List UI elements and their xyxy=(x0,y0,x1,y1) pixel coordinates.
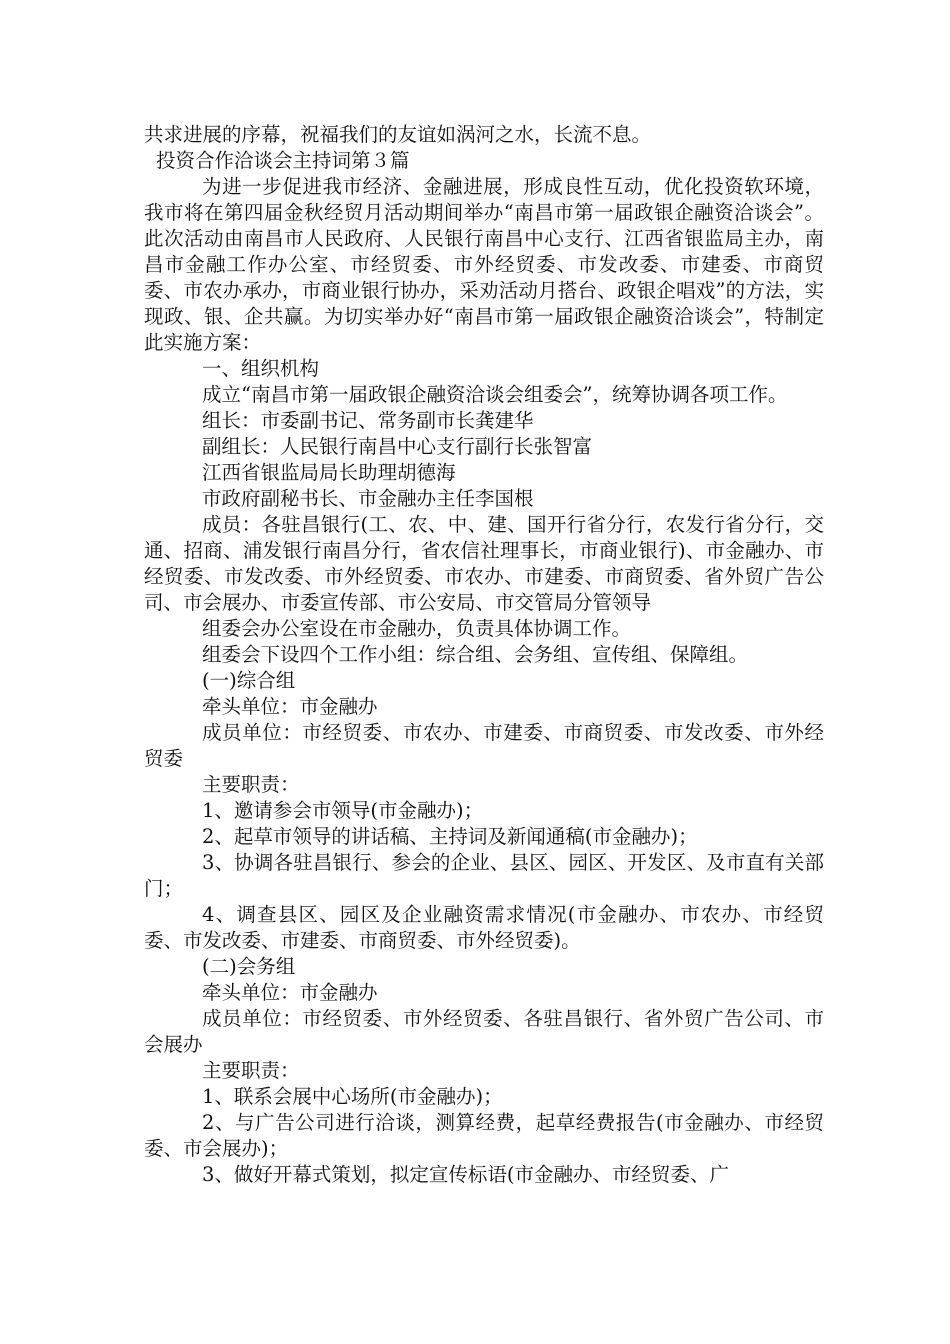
paragraph-duties-1: 主要职责： xyxy=(202,773,300,796)
list-item: 1、联系会展中心场所(市金融办)； xyxy=(202,1085,503,1108)
subsection-general-group: (一)综合组 xyxy=(202,669,296,692)
list-item: 3、做好开幕式策划，拟定宣传标语(市金融办、市经贸委、广 xyxy=(202,1163,730,1186)
paragraph-committee: 成立“南昌市第一届政银企融资洽谈会组委会”，统筹协调各项工作。 xyxy=(202,383,788,406)
paragraph-office: 组委会办公室设在市金融办，负责具体协调工作。 xyxy=(202,617,632,640)
paragraph-deputy-leader: 副组长：人民银行南昌中心支行副行长张智富 xyxy=(202,435,593,458)
paragraph-member-units-2: 成员单位：市经贸委、市外经贸委、各驻昌银行、省外贸广告公司、市会展办 xyxy=(144,1007,824,1056)
document-page xyxy=(144,122,824,1188)
paragraph-groups: 组委会下设四个工作小组：综合组、会务组、宣传组、保障组。 xyxy=(202,643,749,666)
list-item: 2、与广告公司进行洽谈，测算经费，起草经费报告(市金融办、市经贸委、市会展办)； xyxy=(144,1111,824,1160)
list-item: 3、协调各驻昌银行、参会的企业、县区、园区、开发区、及市直有关部门； xyxy=(144,851,824,900)
subsection-conference-group: (二)会务组 xyxy=(202,955,296,978)
paragraph-intro: 为进一步促进我市经济、金融进展，形成良性互动，优化投资软环境，我市将在第四届金秋经贸月活动期间举办“南昌市第一届政银企融资洽谈会”。此次活动由南昌市人民政府、人民银行南昌中心支行、江西省银监局主办，南昌市金融工作办公室、市经贸委、市外经贸委、市发改委、市建委、市商贸委、市农办承办，市商业银行协办，采劝活动月搭台、政银企唱戏”的方法，实现政、银、企共赢。为切实举办好“南昌市第一届政银企融资洽谈会”，特制定此实施方案： xyxy=(144,175,824,354)
paragraph-leader: 组长：市委副书记、常务副市长龚建华 xyxy=(202,409,534,432)
paragraph-lead-unit-1: 牵头单位：市金融办 xyxy=(202,695,378,718)
paragraph-deputy-leader-2: 江西省银监局局长助理胡德海 xyxy=(202,461,456,484)
paragraph-deputy-leader-3: 市政府副秘书长、市金融办主任李国根 xyxy=(202,487,534,510)
list-item: 4、调查县区、园区及企业融资需求情况(市金融办、市农办、市经贸委、市发改委、市建委、市商贸委、市外经贸委)。 xyxy=(144,903,824,952)
section-title-organization: 一、组织机构 xyxy=(202,357,320,380)
list-item: 2、起草市领导的讲话稿、主持词及新闻通稿(市金融办)； xyxy=(202,825,698,848)
section-heading: 投资合作洽谈会主持词第３篇 xyxy=(156,149,410,172)
paragraph-1: 共求进展的序幕，祝福我们的友谊如涡河之水，长流不息。 xyxy=(144,123,652,146)
paragraph-lead-unit-2: 牵头单位：市金融办 xyxy=(202,981,378,1004)
paragraph-duties-2: 主要职责： xyxy=(202,1059,300,1082)
paragraph-members: 成员：各驻昌银行(工、农、中、建、国开行省分行，农发行省分行，交通、招商、浦发银行南昌分行，省农信社理事长，市商业银行)、市金融办、市经贸委、市发改委、市外经贸委、市农办、市建委、市商贸委、省外贸广告公司、市会展办、市委宣传部、市公安局、市交管局分管领导 xyxy=(144,513,824,614)
list-item: 1、邀请参会市领导(市金融办)； xyxy=(202,799,484,822)
paragraph-member-units-1: 成员单位：市经贸委、市农办、市建委、市商贸委、市发改委、市外经贸委 xyxy=(144,721,824,770)
